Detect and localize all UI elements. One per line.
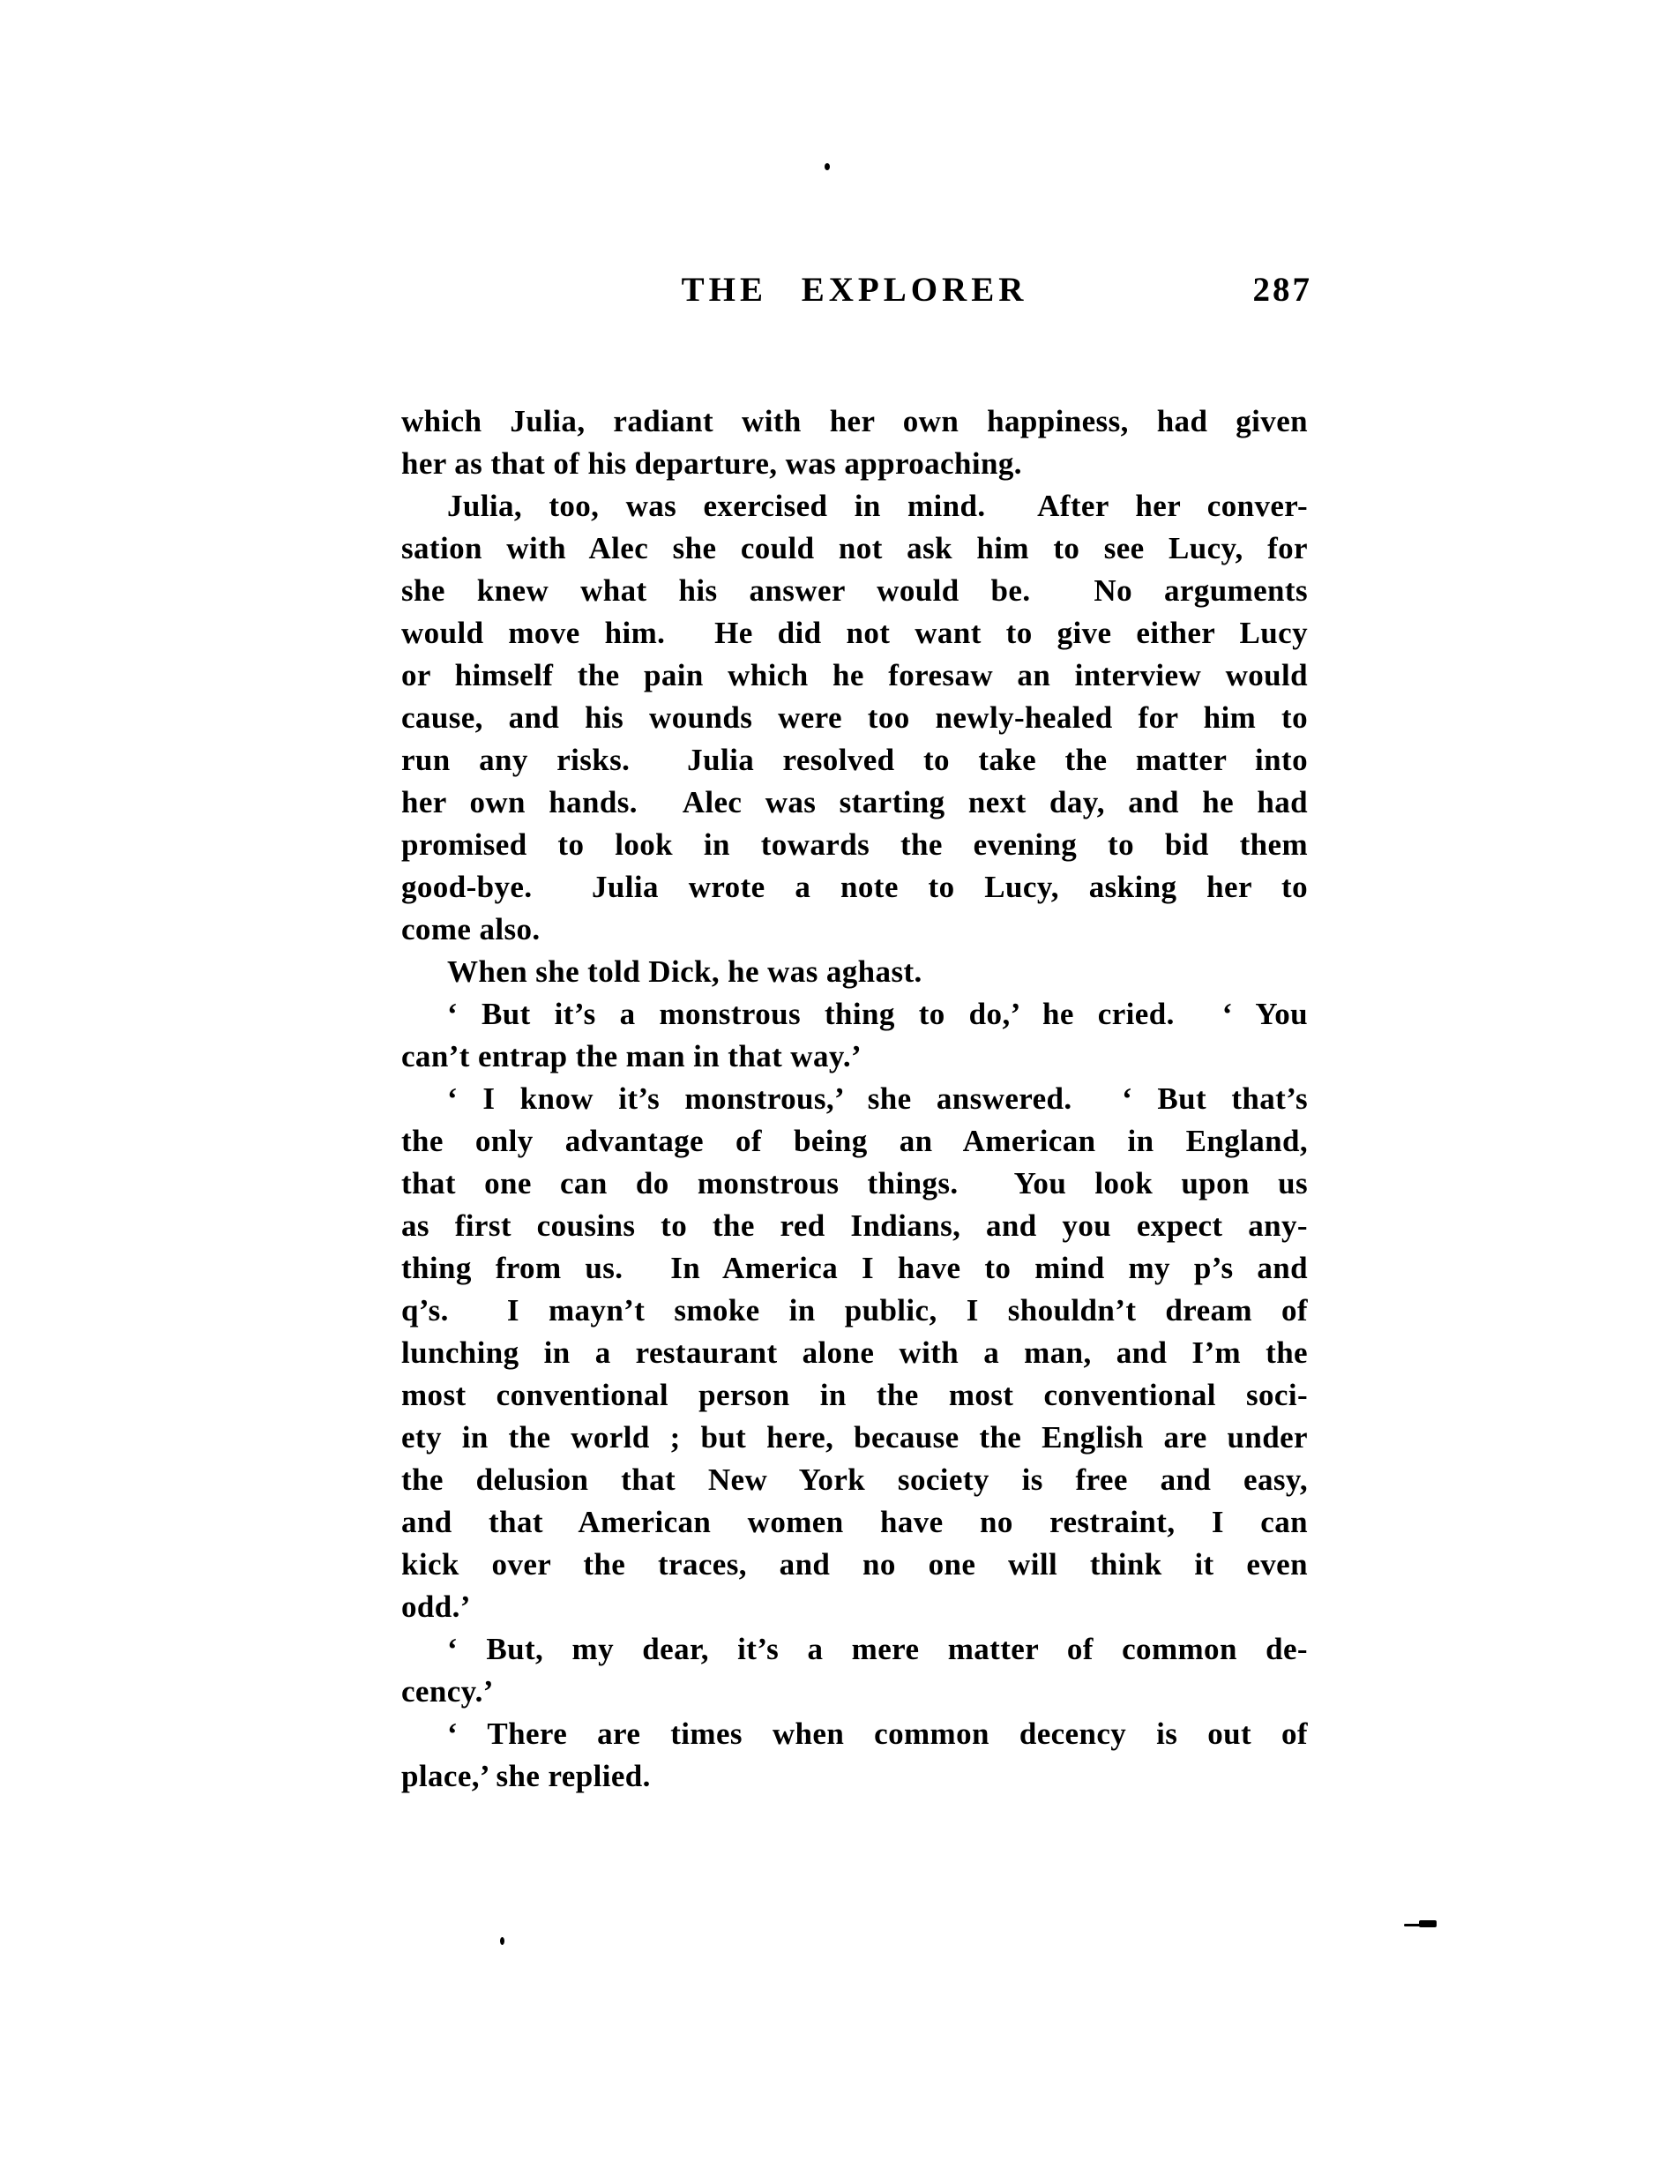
text-line: ‘ But, my dear, it’s a mere matter of common de- <box>447 1632 1308 1666</box>
text-line: would move him. He did not want to give either Lucy <box>401 616 1308 650</box>
text-line: her own hands. Alec was starting next day, and he had <box>401 785 1308 819</box>
ink-dash-blob-bottom-right <box>1419 1920 1437 1927</box>
text-line: ‘ There are times when common decency is out of <box>447 1717 1308 1751</box>
text-line: ety in the world ; but here, because the English are under <box>401 1420 1308 1455</box>
text-line: Julia, too, was exercised in mind. After her conver- <box>447 489 1308 523</box>
text-line: good-bye. Julia wrote a note to Lucy, asking her to <box>401 870 1308 904</box>
text-line: promised to look in towards the evening to bid them <box>401 827 1308 862</box>
text-lines <box>401 400 1308 1798</box>
text-line: q’s. I mayn’t smoke in public, I shouldn’t dream of <box>401 1293 1308 1328</box>
text-line: odd.’ <box>401 1589 471 1624</box>
text-line: and that American women have no restraint, I can <box>401 1505 1308 1539</box>
page-number: 287 <box>1252 271 1312 309</box>
text-line: she knew what his answer would be. No arguments <box>401 573 1308 608</box>
text-line: that one can do monstrous things. You look upon us <box>401 1166 1308 1200</box>
text-line: or himself the pain which he foresaw an interview would <box>401 658 1308 692</box>
text-line: can’t entrap the man in that way.’ <box>401 1039 862 1073</box>
text-line: the only advantage of being an American in England, <box>401 1124 1308 1158</box>
text-line: ‘ But it’s a monstrous thing to do,’ he cried. ‘ You <box>447 997 1308 1031</box>
text-line: her as that of his departure, was approaching. <box>401 446 1022 481</box>
text-line: lunching in a restaurant alone with a man, and I’m the <box>401 1335 1308 1370</box>
text-line: as first cousins to the red Indians, and you expect any- <box>401 1208 1308 1243</box>
ink-speck-top <box>825 163 830 170</box>
text-line: kick over the traces, and no one will think it even <box>401 1547 1308 1582</box>
text-line: the delusion that New York society is free and easy, <box>401 1462 1308 1497</box>
ink-speck-bottom <box>500 1937 504 1945</box>
text-line: place,’ she replied. <box>401 1759 651 1793</box>
page-header-title: THE EXPLORER <box>681 271 1028 309</box>
text-line: When she told Dick, he was aghast. <box>447 954 922 989</box>
text-line: which Julia, radiant with her own happiness, had given <box>401 404 1308 438</box>
text-line: thing from us. In America I have to mind my p’s and <box>401 1251 1308 1285</box>
text-line: come also. <box>401 912 541 946</box>
text-line: sation with Alec she could not ask him to see Lucy, for <box>401 531 1308 565</box>
text-line: cency.’ <box>401 1674 494 1709</box>
text-line: cause, and his wounds were too newly-healed for him to <box>401 700 1308 735</box>
text-line: run any risks. Julia resolved to take the matter into <box>401 743 1308 777</box>
text-line: ‘ I know it’s monstrous,’ she answered. ‘ But that’s <box>447 1081 1308 1116</box>
text-line: most conventional person in the most conventional soci- <box>401 1378 1308 1412</box>
